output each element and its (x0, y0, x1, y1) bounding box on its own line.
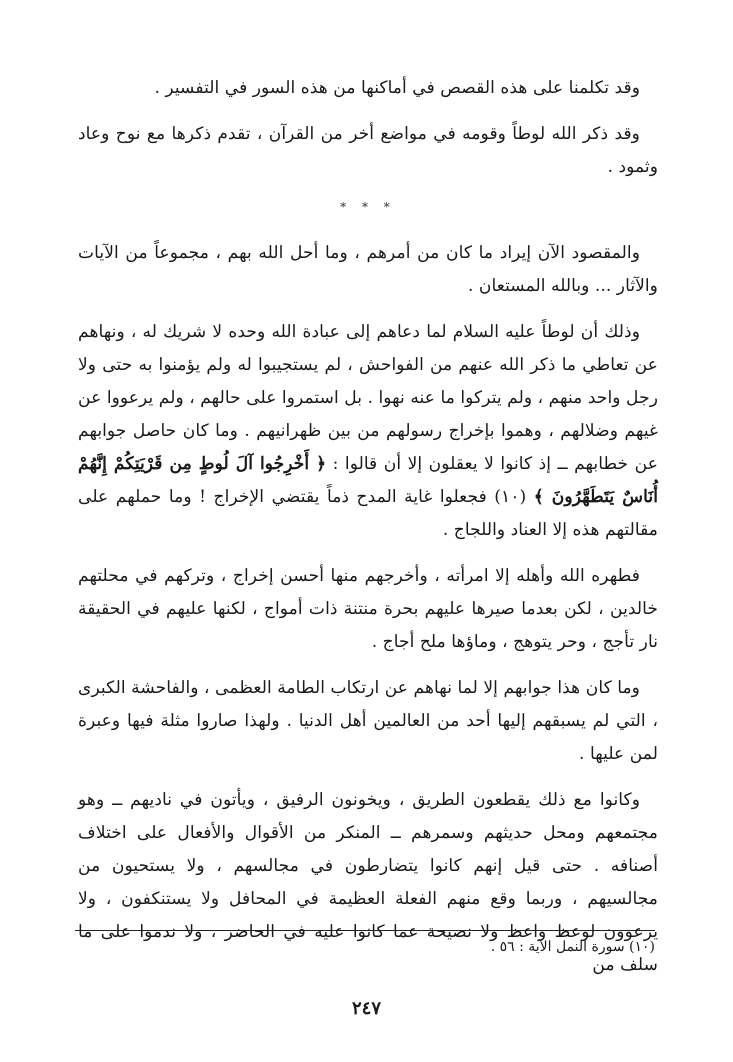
page-number: ٢٤٧ (351, 998, 381, 1019)
section-divider: * * * (340, 200, 396, 214)
footnote: (١٠) سورة النمل الآية : ٥٦ . (490, 939, 655, 955)
footnote-reference: (١٠) (494, 487, 527, 507)
paragraph-5: فطهره الله وأهله إلا امرأته ، وأخرجهم منها أحسن إخراج ، وتركهم في محلتهم خالدين ، لكن بعدما صيرها عليهم بحرة منتنة ذات أمواج ، لكنها عليهم في الحقيقة نار تأجج ، وحر يتوهج ، وماؤها ملح أجاج . (78, 566, 658, 652)
footnote-separator (75, 930, 655, 931)
quran-verse: ﴿ أَخْرِجُوا آلَ لُوطٍ مِن قَرْيَتِكُمْ إِنَّهُمْ أُنَاسٌ يَتَطَهَّرُونَ ﴾ (78, 454, 658, 507)
paragraph-6: وما كان هذا جوابهم إلا لما نهاهم عن ارتكاب الطامة العظمى ، والفاحشة الكبرى ، التي لم يسبقهم إليها أحد من العالمين أهل الدنيا . ولهذا صاروا مثلة فيها وعبرة لمن عليها . (78, 678, 658, 764)
paragraph-7: وكانوا مع ذلك يقطعون الطريق ، ويخونون الرفيق ، ويأتون في ناديهم ــ وهو مجتمعهم ومحل حديثهم وسمرهم ــ المنكر من الأقوال والأفعال على اختلاف أصنافه . حتى قيل إنهم كانوا يتضارطون في مجالسهم ، ولا يستحيون من مجالسيهم ، وربما وقع منهم الفعلة العظيمة في المحافل ولا يستنكفون ، ولا يرعوون لوعظ واعظ ولا نصيحة عما كانوا عليه في الحاضر ، ولا ندموا على ما سلف من (78, 790, 658, 975)
paragraph-3: والمقصود الآن إيراد ما كان من أمرهم ، وما أحل الله بهم ، مجموعاً من الآيات والآثار ... وبالله المستعان . (78, 243, 658, 296)
paragraph-1: وقد تكلمنا على هذه القصص في أماكنها من هذه السور في التفسير . (154, 78, 640, 98)
paragraph-2: وقد ذكر الله لوطاً وقومه في مواضع أخر من القرآن ، تقدم ذكرها مع نوح وعاد وثمود . (78, 124, 658, 177)
page-body (78, 72, 658, 995)
paragraph-4 (78, 316, 658, 547)
paragraph-4-text-before: وذلك أن لوطاً عليه السلام لما دعاهم إلى عبادة الله وحده لا شريك له ، ونهاهم عن تعاطي ما ذكر الله عنهم من الفواحش ، لم يستجيبوا له ولم يؤمنوا به حتى ولا رجل واحد منهم ، ولم يتركوا ما عنه نهوا . بل استمروا على حالهم ، ولم يرعووا عن غيهم وضلالهم ، وهموا بإخراج رسولهم من بين ظهرانيهم . وما كان حاصل جوابهم عن خطابهم ــ إذ كانوا لا يعقلون إلا أن قالوا : (78, 322, 658, 474)
paragraph-4-text-after: فجعلوا غاية المدح ذماً يقتضي الإخراج ! وما حملهم على مقالتهم هذه إلا العناد واللجاج . (78, 487, 658, 540)
